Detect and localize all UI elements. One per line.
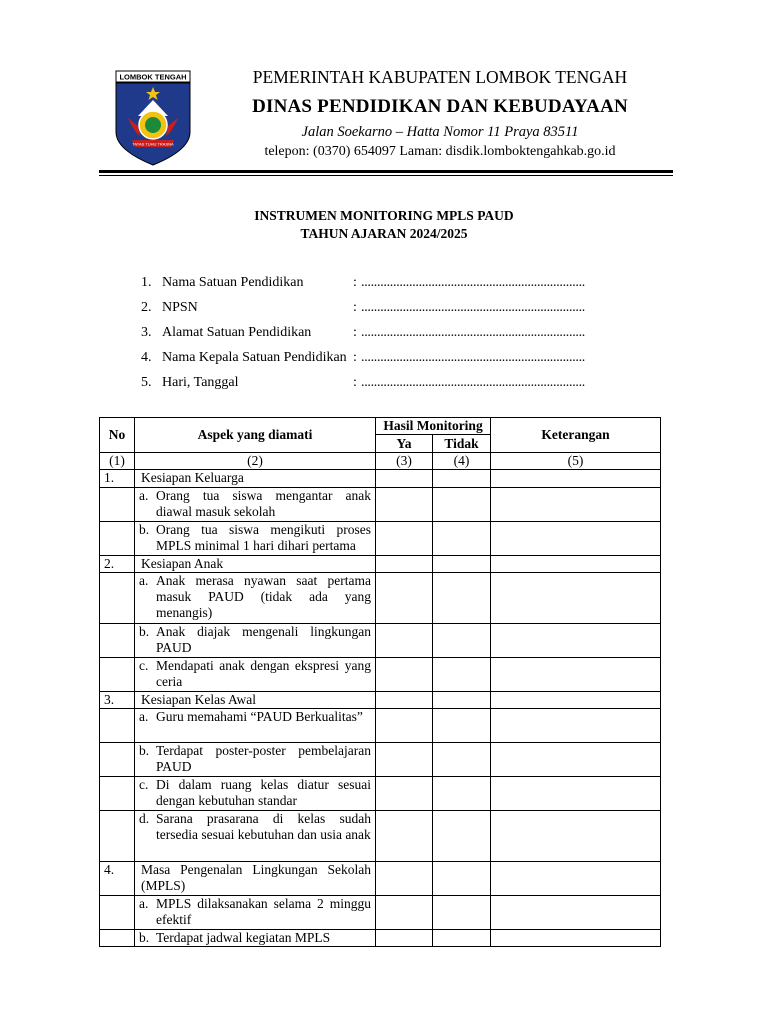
no-cell[interactable]: [433, 572, 491, 623]
empty-cell: [433, 470, 491, 487]
empty-cell: [433, 691, 491, 708]
empty-cell: [100, 929, 135, 946]
empty-cell: [100, 776, 135, 810]
empty-cell: [376, 555, 433, 572]
note-cell[interactable]: [491, 810, 661, 861]
section-number: 1.: [100, 470, 135, 487]
item-letter: d.: [139, 810, 150, 826]
field-number: 3.: [141, 325, 152, 340]
item-text: Anak merasa nyawan saat pertama masuk PAUD (tidak ada yang menangis): [156, 572, 371, 621]
aspect-cell: [135, 776, 376, 810]
item-text: Di dalam ruang kelas diatur sesuai dengan kebutuhan standar: [156, 776, 371, 809]
empty-cell: [376, 470, 433, 487]
empty-cell: [491, 861, 661, 895]
aspect-cell: [135, 572, 376, 623]
item-text: MPLS dilaksanakan selama 2 minggu efektif: [156, 895, 371, 928]
header-no-option: Tidak: [433, 435, 491, 453]
item-letter: a.: [139, 572, 149, 588]
empty-cell: [376, 861, 433, 895]
note-cell[interactable]: [491, 623, 661, 657]
department-address: Jalan Soekarno – Hatta Nomor 11 Praya 83511: [301, 124, 579, 140]
yes-cell[interactable]: [376, 623, 433, 657]
no-cell[interactable]: [433, 776, 491, 810]
monitoring-table: [99, 417, 661, 947]
note-cell[interactable]: [491, 895, 661, 929]
document-subtitle: TAHUN AJARAN 2024/2025: [300, 226, 468, 241]
field-label: Hari, Tanggal: [162, 375, 239, 390]
no-cell[interactable]: [433, 487, 491, 521]
header-monitoring-result: Hasil Monitoring: [376, 418, 491, 435]
note-cell[interactable]: [491, 776, 661, 810]
document-title: INSTRUMEN MONITORING MPLS PAUD: [254, 208, 514, 223]
no-cell[interactable]: [433, 895, 491, 929]
aspect-cell: [135, 929, 376, 946]
field-number: 5.: [141, 375, 152, 390]
no-cell[interactable]: [433, 521, 491, 555]
field-colon: :: [353, 300, 357, 315]
field-number: 2.: [141, 300, 152, 315]
empty-cell: [376, 691, 433, 708]
empty-cell: [491, 555, 661, 572]
section-row: [100, 470, 661, 487]
note-cell[interactable]: [491, 572, 661, 623]
table-row: [100, 487, 661, 521]
item-text: Anak diajak mengenali lingkungan PAUD: [156, 623, 371, 655]
section-number: 2.: [100, 555, 135, 572]
empty-cell: [433, 555, 491, 572]
item-letter: c.: [139, 776, 149, 792]
table-row: [100, 623, 661, 657]
no-cell[interactable]: [433, 742, 491, 776]
school-name-blank[interactable]: ......................................................................: [361, 275, 586, 290]
column-number-row: [100, 453, 661, 470]
item-letter: a.: [139, 708, 149, 724]
yes-cell[interactable]: [376, 895, 433, 929]
letterhead-rule-thick: [99, 170, 673, 173]
note-cell[interactable]: [491, 657, 661, 691]
yes-cell[interactable]: [376, 521, 433, 555]
empty-cell: [100, 708, 135, 742]
department-name: DINAS PENDIDIKAN DAN KEBUDAYAAN: [252, 96, 628, 117]
school-address-blank[interactable]: ......................................................................: [361, 325, 586, 340]
aspect-cell: [135, 623, 376, 657]
yes-cell[interactable]: [376, 657, 433, 691]
column-number: (2): [135, 453, 376, 470]
date-blank[interactable]: ......................................................................: [361, 375, 586, 390]
field-label: Nama Satuan Pendidikan: [162, 275, 304, 290]
letterhead-rule-thin: [99, 175, 673, 176]
aspect-cell: [135, 487, 376, 521]
empty-cell: [100, 623, 135, 657]
item-letter: b.: [139, 929, 150, 945]
item-letter: b.: [139, 742, 150, 758]
empty-cell: [100, 742, 135, 776]
header-aspect: Aspek yang diamati: [135, 418, 376, 453]
table-row: [100, 657, 661, 691]
section-title: Masa Pengenalan Lingkungan Sekolah (MPLS): [135, 861, 376, 895]
section-title: Kesiapan Kelas Awal: [135, 691, 376, 708]
no-cell[interactable]: [433, 929, 491, 946]
section-row: [100, 691, 661, 708]
note-cell[interactable]: [491, 708, 661, 742]
yes-cell[interactable]: [376, 487, 433, 521]
header-no: No: [100, 418, 135, 453]
field-label: Alamat Satuan Pendidikan: [162, 325, 312, 340]
aspect-cell: [135, 895, 376, 929]
section-title: Kesiapan Keluarga: [135, 470, 376, 487]
header-note: Keterangan: [491, 418, 661, 453]
section-title: Kesiapan Anak: [135, 555, 376, 572]
no-cell[interactable]: [433, 657, 491, 691]
aspect-cell: [135, 708, 376, 742]
table-row: [100, 742, 661, 776]
empty-cell: [100, 521, 135, 555]
item-letter: a.: [139, 487, 149, 503]
field-colon: :: [353, 375, 357, 390]
yes-cell[interactable]: [376, 776, 433, 810]
field-colon: :: [353, 350, 357, 365]
yes-cell[interactable]: [376, 810, 433, 861]
item-letter: b.: [139, 521, 150, 537]
empty-cell: [491, 470, 661, 487]
field-label: NPSN: [162, 300, 198, 315]
aspect-cell: [135, 521, 376, 555]
empty-cell: [100, 657, 135, 691]
lombok-tengah-logo: [114, 70, 192, 166]
table-row: [100, 776, 661, 810]
empty-cell: [100, 810, 135, 861]
section-row: [100, 555, 661, 572]
field-colon: :: [353, 275, 357, 290]
column-number: (1): [100, 453, 135, 470]
table-row: [100, 572, 661, 623]
table-row: [100, 895, 661, 929]
no-cell[interactable]: [433, 708, 491, 742]
no-cell[interactable]: [433, 623, 491, 657]
column-number: (3): [376, 453, 433, 470]
note-cell[interactable]: [491, 929, 661, 946]
empty-cell: [491, 691, 661, 708]
aspect-cell: [135, 742, 376, 776]
field-colon: :: [353, 325, 357, 340]
table-row: [100, 929, 661, 946]
item-text: Mendapati anak dengan ekspresi yang ceria: [156, 657, 371, 689]
note-cell[interactable]: [491, 487, 661, 521]
item-text: Terdapat poster-poster pembelajaran PAUD: [156, 742, 371, 775]
item-text: Orang tua siswa mengantar anak diawal masuk sekolah: [156, 487, 371, 519]
note-cell[interactable]: [491, 742, 661, 776]
item-text: Sarana prasarana di kelas sudah tersedia sesuai kebutuhan dan usia anak: [156, 810, 371, 843]
svg-text:LOMBOK TENGAH: LOMBOK TENGAH: [119, 72, 187, 82]
empty-cell: [100, 572, 135, 623]
government-name: PEMERINTAH KABUPATEN LOMBOK TENGAH: [252, 67, 628, 87]
yes-cell[interactable]: [376, 742, 433, 776]
note-cell[interactable]: [491, 521, 661, 555]
item-letter: a.: [139, 895, 149, 911]
svg-text:TATAS TUHU TRASNA: TATAS TUHU TRASNA: [132, 141, 174, 147]
section-row: [100, 861, 661, 895]
section-number: 3.: [100, 691, 135, 708]
field-label: Nama Kepala Satuan Pendidikan: [162, 350, 347, 365]
item-text: Guru memahami “PAUD Berkualitas”: [156, 708, 363, 724]
column-number: (4): [433, 453, 491, 470]
section-number: 4.: [100, 861, 135, 895]
yes-cell[interactable]: [376, 708, 433, 742]
yes-cell[interactable]: [376, 929, 433, 946]
field-number: 4.: [141, 350, 152, 365]
principal-name-blank[interactable]: ......................................................................: [361, 350, 586, 365]
table-row: [100, 521, 661, 555]
no-cell[interactable]: [433, 810, 491, 861]
field-number: 1.: [141, 275, 152, 290]
header-yes: Ya: [376, 435, 433, 453]
empty-cell: [100, 487, 135, 521]
aspect-cell: [135, 810, 376, 861]
item-letter: c.: [139, 657, 149, 673]
table-row: [100, 708, 661, 742]
department-contact: telepon: (0370) 654097 Laman: disdik.lomboktengahkab.go.id: [264, 144, 616, 159]
empty-cell: [433, 861, 491, 895]
npsn-blank[interactable]: ......................................................................: [361, 300, 586, 315]
empty-cell: [100, 895, 135, 929]
column-number: (5): [491, 453, 661, 470]
item-letter: b.: [139, 623, 150, 639]
yes-cell[interactable]: [376, 572, 433, 623]
item-text: Terdapat jadwal kegiatan MPLS: [156, 929, 331, 945]
item-text: Orang tua siswa mengikuti proses MPLS minimal 1 hari dihari pertama: [156, 521, 371, 553]
aspect-cell: [135, 657, 376, 691]
table-row: [100, 810, 661, 861]
